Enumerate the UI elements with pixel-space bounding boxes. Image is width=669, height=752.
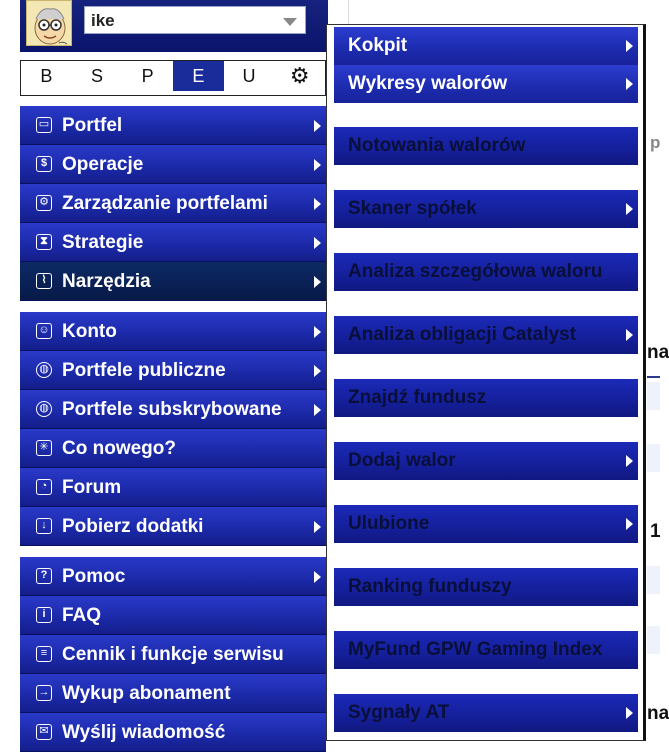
user-name: ike: [91, 11, 115, 30]
chevron-right-icon: [626, 707, 633, 719]
menu-item-zarzadzanie-portfelami[interactable]: [20, 184, 326, 223]
menu-item-portfel[interactable]: [20, 106, 326, 145]
submenu-item-label: Notowania walorów: [348, 135, 526, 156]
dollar-icon: $: [36, 156, 52, 172]
background-row-3: [647, 566, 660, 594]
chevron-right-icon: [626, 203, 633, 215]
settings-icon: ⚙: [36, 195, 52, 211]
menu-item-cennik[interactable]: [20, 635, 326, 674]
menu-item-label: Wyślij wiadomość: [62, 722, 226, 743]
background-row-4: [647, 626, 660, 654]
submenu-item-label: Dodaj walor: [348, 450, 456, 471]
menu-item-narzedzia[interactable]: [20, 262, 326, 301]
menu-group-main: [20, 106, 326, 301]
chevron-right-icon: [626, 455, 633, 467]
submenu-item-label: Ulubione: [348, 513, 430, 534]
menu-item-label: Pobierz dodatki: [62, 516, 204, 537]
chevron-right-icon: [314, 120, 321, 132]
chevron-right-icon: [626, 518, 633, 530]
chevron-right-icon: [314, 571, 321, 583]
submenu-item-label: Analiza obligacji Catalyst: [348, 324, 577, 345]
user-select[interactable]: [84, 6, 306, 34]
submenu-item-label: Kokpit: [348, 35, 408, 56]
chevron-right-icon: [626, 40, 633, 52]
star-icon: ✳: [36, 440, 52, 456]
menu-group-account: [20, 312, 326, 546]
user-icon: ☺: [36, 323, 52, 339]
menu-item-operacje[interactable]: [20, 145, 326, 184]
chevron-right-icon: [314, 276, 321, 288]
menu-item-pomoc[interactable]: [20, 557, 326, 596]
background-row-2: [647, 444, 660, 472]
menu-item-portfele-publiczne[interactable]: [20, 351, 326, 390]
letter-tabs: [20, 60, 326, 96]
menu-item-konto[interactable]: [20, 312, 326, 351]
menu-item-label: Konto: [62, 321, 117, 342]
submenu-item-label: MyFund GPW Gaming Index: [348, 639, 603, 660]
menu-item-pobierz-dodatki[interactable]: [20, 507, 326, 546]
submenu-item-label: Sygnały AT: [348, 702, 450, 723]
chevron-right-icon: [314, 159, 321, 171]
menu-item-label: Portfel: [62, 115, 123, 136]
menu-item-wykup-abonament[interactable]: [20, 674, 326, 713]
chevron-right-icon: [314, 404, 321, 416]
chevron-right-icon: [314, 521, 321, 533]
menu-item-label: Zarządzanie portfelami: [62, 193, 268, 214]
chevron-right-icon: [314, 326, 321, 338]
cart-icon: →: [36, 685, 52, 701]
mail-icon: ✉: [36, 724, 52, 740]
tools-submenu: [326, 24, 646, 741]
menu-item-label: Cennik i funkcje serwisu: [62, 644, 284, 665]
page-divider: [348, 0, 349, 24]
submenu-item-sygnaly-at[interactable]: [334, 694, 638, 732]
submenu-item-ranking-funduszy[interactable]: [334, 568, 638, 606]
hourglass-icon: ⧗: [36, 234, 52, 250]
menu-item-forum[interactable]: [20, 468, 326, 507]
menu-item-label: Portfele publiczne: [62, 360, 226, 381]
avatar-face-icon: [27, 1, 73, 47]
menu-item-label: Wykup abonament: [62, 683, 231, 704]
submenu-item-label: Wykresy walorów: [348, 73, 508, 94]
submenu-item-skaner-spolek[interactable]: [334, 190, 638, 228]
submenu-item-wykresy-walorow[interactable]: [334, 65, 638, 103]
background-text-1: p: [650, 133, 661, 152]
menu-item-label: Forum: [62, 477, 122, 498]
chart-icon: ⌇: [36, 273, 52, 289]
menu-item-co-nowego[interactable]: [20, 429, 326, 468]
submenu-item-analiza-obligacji[interactable]: [334, 316, 638, 354]
submenu-item-label: Skaner spółek: [348, 198, 477, 219]
menu-item-label: FAQ: [62, 605, 102, 626]
download-icon: ↓: [36, 518, 52, 534]
menu-item-label: Narzędzia: [62, 271, 151, 292]
globe-icon: ◍: [36, 401, 52, 417]
submenu-item-znajdz-fundusz[interactable]: [334, 379, 638, 417]
chevron-right-icon: [314, 365, 321, 377]
menu-item-wyslij-wiadomosc[interactable]: [20, 713, 326, 752]
menu-item-portfele-subskrybowane[interactable]: [20, 390, 326, 429]
background-text-2: na: [647, 342, 669, 363]
menu-group-help: [20, 557, 326, 741]
background-rule-1: [647, 376, 660, 378]
portfolio-icon: ▭: [36, 117, 52, 133]
submenu-item-label: Analiza szczegółowa waloru: [348, 261, 603, 282]
submenu-item-ulubione[interactable]: [334, 505, 638, 543]
menu-item-strategie[interactable]: [20, 223, 326, 262]
background-text-3: 1: [650, 521, 661, 542]
chevron-right-icon: [626, 78, 633, 90]
submenu-item-label: Ranking funduszy: [348, 576, 512, 597]
gear-icon[interactable]: ⚙: [289, 63, 310, 88]
chevron-down-icon: [283, 18, 297, 26]
tab-p[interactable]: P: [141, 66, 154, 86]
menu-item-label: Strategie: [62, 232, 144, 253]
user-header: [20, 0, 328, 52]
menu-item-label: Co nowego?: [62, 438, 176, 459]
info-icon: i: [36, 607, 52, 623]
menu-item-faq[interactable]: [20, 596, 326, 635]
background-text-4: na: [647, 703, 669, 724]
background-row-1: [647, 382, 660, 410]
avatar[interactable]: [26, 0, 72, 46]
submenu-item-dodaj-walor[interactable]: [334, 442, 638, 480]
globe-icon: ◍: [36, 362, 52, 378]
submenu-item-kokpit[interactable]: [334, 27, 638, 65]
submenu-item-analiza-szczegolowa[interactable]: [334, 253, 638, 291]
menu-item-label: Portfele subskrybowane: [62, 399, 282, 420]
submenu-item-gaming-index[interactable]: [334, 631, 638, 669]
tab-s[interactable]: S: [91, 66, 104, 86]
submenu-item-label: Znajdź fundusz: [348, 387, 487, 408]
chevron-right-icon: [314, 198, 321, 210]
tab-e[interactable]: E: [173, 61, 224, 91]
help-icon: ?: [36, 568, 52, 584]
menu-item-label: Operacje: [62, 154, 144, 175]
menu-item-label: Pomoc: [62, 566, 126, 587]
coins-icon: ≡: [36, 646, 52, 662]
tab-u[interactable]: U: [242, 66, 256, 86]
chat-icon: ◔: [36, 479, 52, 495]
tab-b[interactable]: B: [40, 66, 53, 86]
submenu-item-notowania-walorow[interactable]: [334, 127, 638, 165]
chevron-right-icon: [314, 237, 321, 249]
chevron-right-icon: [626, 329, 633, 341]
